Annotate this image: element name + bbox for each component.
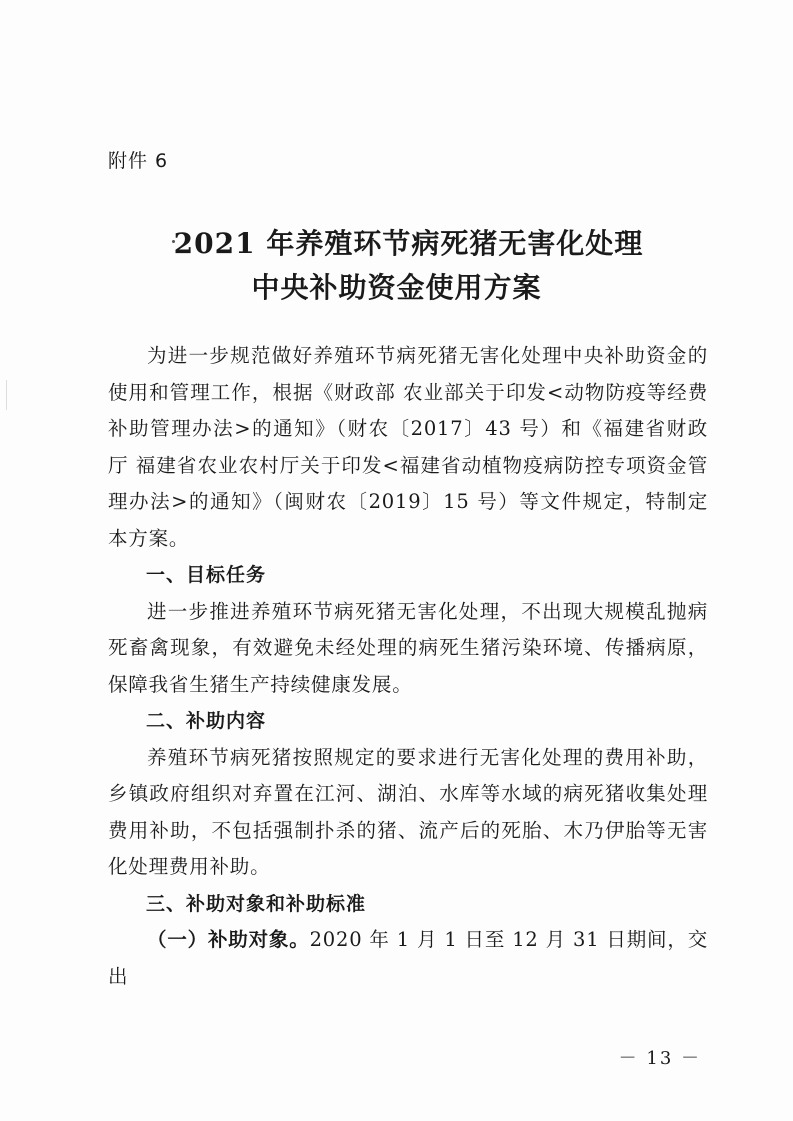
document-title-line-1: 2021 年养殖环节病死猪无害化处理 (173, 227, 644, 260)
section-heading-targets: 一、目标任务 (146, 564, 267, 586)
page-number: － 13 － (618, 1048, 701, 1069)
intro-paragraph: 为进一步规范做好养殖环节病死猪无害化处理中央补助资金的使用和管理工作，根据《财政部 农业部关于印发<动物防疫等经费补助管理办法>的通知》（财农〔2017〕43 号）和《福建省财政厅 福建省农业农村厅关于印发<福建省动植物疫病防控专项资金管理办法>的通知》（闽财农〔2019〕15 号）等文件规定，特制定本方案。 (108, 344, 708, 550)
section-heading-subsidy-targets-standards: 三、补助对象和补助标准 (146, 892, 367, 915)
subsection-text: 2020 年 1 月 1 日至 12 月 31 日期间，交出 (108, 928, 708, 988)
scan-edge-mark (6, 380, 7, 410)
section-heading-subsidy-content: 二、补助内容 (146, 710, 267, 732)
subsection-subsidy-targets (108, 922, 708, 995)
section-subsidy-content-paragraph: 养殖环节病死猪按照规定的要求进行无害化处理的费用补助，乡镇政府组织对弃置在江河、湖泊、水库等水域的病死猪收集处理费用补助，不包括强制扑杀的猪、流产后的死胎、木乃伊胎等无害化处理费用补助。 (108, 745, 708, 878)
subsection-label: （一）补助对象。 (147, 928, 310, 951)
section-targets-paragraph: 进一步推进养殖环节病死猪无害化处理，不出现大规模乱抛病死畜禽现象，有效避免未经处理的病死生猪污染环境、传播病原，保障我省生猪生产持续健康发展。 (108, 599, 708, 696)
document-title-line-2: 中央补助资金使用方案 (251, 271, 542, 304)
document-body (108, 338, 708, 995)
attachment-label: 附件 6 (108, 150, 169, 172)
